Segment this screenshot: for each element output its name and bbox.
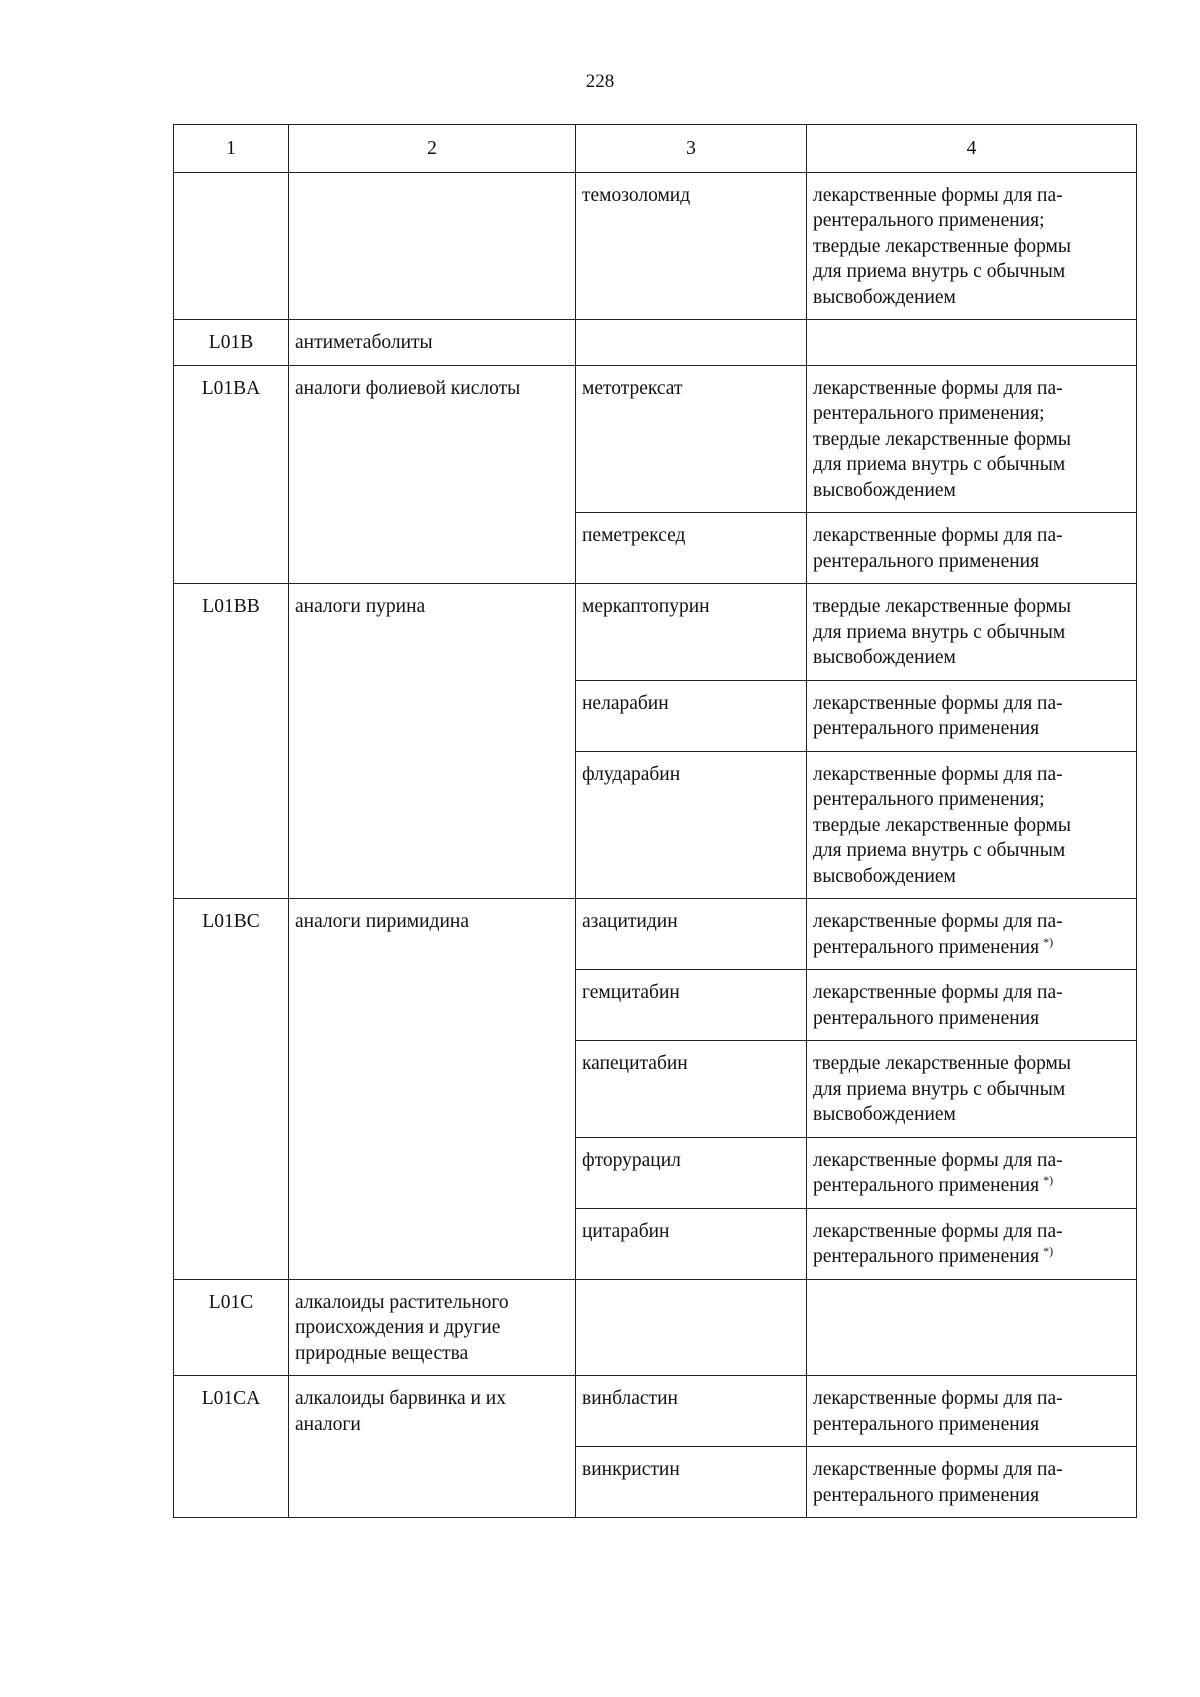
group-name-cell: аналоги фолиевой кислоты [289,365,576,584]
dosage-form-cell [807,1137,1137,1208]
table-row [174,899,1137,970]
atc-code-cell: L01CA [174,1376,289,1518]
dosage-form-cell [807,1208,1137,1279]
drug-name-cell: метотрексат [576,365,807,513]
group-name-cell: антиметаболиты [289,320,576,366]
dosage-form-cell: лекарственные формы для па- рентерального применения; твердые лекарственные формы для приема внутрь с обычным высвобождением [807,751,1137,899]
drug-name-cell: винбластин [576,1376,807,1447]
dosage-form-cell: лекарственные формы для па- рентерального применения; твердые лекарственные формы для приема внутрь с обычным высвобождением [807,365,1137,513]
drug-name-cell: пеметрексед [576,513,807,584]
drug-name-cell: неларабин [576,680,807,751]
table-row [174,1279,1137,1376]
table-row [174,1376,1137,1447]
atc-code-cell: L01BB [174,584,289,899]
drug-name-cell: капецитабин [576,1041,807,1138]
dosage-form-cell: твердые лекарственные формы для приема внутрь с обычным высвобождением [807,584,1137,681]
dosage-form-cell [807,899,1137,970]
dosage-form-text: лекарственные формы для па- рентерального применения [813,911,1063,958]
atc-code-cell [174,172,289,320]
atc-code-cell: L01C [174,1279,289,1376]
dosage-form-cell: лекарственные формы для па- рентерального применения [807,1447,1137,1518]
group-name-cell: алкалоиды растительного происхождения и другие природные вещества [289,1279,576,1376]
drug-name-cell: темозоломид [576,172,807,320]
group-name-cell: аналоги пиримидина [289,899,576,1280]
table-row [174,365,1137,513]
drug-name-cell: цитарабин [576,1208,807,1279]
table-row [174,172,1137,320]
dosage-form-cell: лекарственные формы для па- рентерального применения [807,513,1137,584]
footnote-mark: *) [1043,1173,1054,1187]
drug-name-cell: гемцитабин [576,970,807,1041]
group-name-cell: алкалоиды барвинка и их аналоги [289,1376,576,1518]
drug-name-cell: меркаптопурин [576,584,807,681]
dosage-form-cell [807,1279,1137,1376]
footnote-mark: *) [1043,934,1054,949]
table-header-row [174,125,1137,173]
column-header-2: 2 [289,125,576,173]
table-row [174,320,1137,366]
drug-name-cell: флударабин [576,751,807,899]
dosage-form-cell [807,320,1137,366]
footnote-mark: *) [1043,1244,1054,1258]
dosage-form-cell: лекарственные формы для па- рентерального применения [807,970,1137,1041]
column-header-1: 1 [174,125,289,173]
page-number: 228 [585,71,615,92]
dosage-form-text: лекарственные формы для па- рентерального применения [813,1149,1063,1196]
column-header-4: 4 [807,125,1137,173]
atc-code-cell: L01BC [174,899,289,1280]
drug-name-cell: азацитидин [576,899,807,970]
column-header-3: 3 [576,125,807,173]
dosage-form-cell: лекарственные формы для па- рентерального применения; твердые лекарственные формы для приема внутрь с обычным высвобождением [807,172,1137,320]
atc-code-cell: L01BA [174,365,289,584]
drug-name-cell [576,1279,807,1376]
dosage-form-text: лекарственные формы для па- рентерального применения [813,1220,1063,1267]
dosage-form-cell: лекарственные формы для па- рентерального применения [807,1376,1137,1447]
atc-code-cell: L01B [174,320,289,366]
group-name-cell [289,172,576,320]
drug-list-table [173,124,1137,1518]
drug-name-cell: винкристин [576,1447,807,1518]
drug-name-cell [576,320,807,366]
group-name-cell: аналоги пурина [289,584,576,899]
drug-name-cell: фторурацил [576,1137,807,1208]
dosage-form-cell: твердые лекарственные формы для приема внутрь с обычным высвобождением [807,1041,1137,1138]
dosage-form-cell: лекарственные формы для па- рентерального применения [807,680,1137,751]
table-row [174,584,1137,681]
